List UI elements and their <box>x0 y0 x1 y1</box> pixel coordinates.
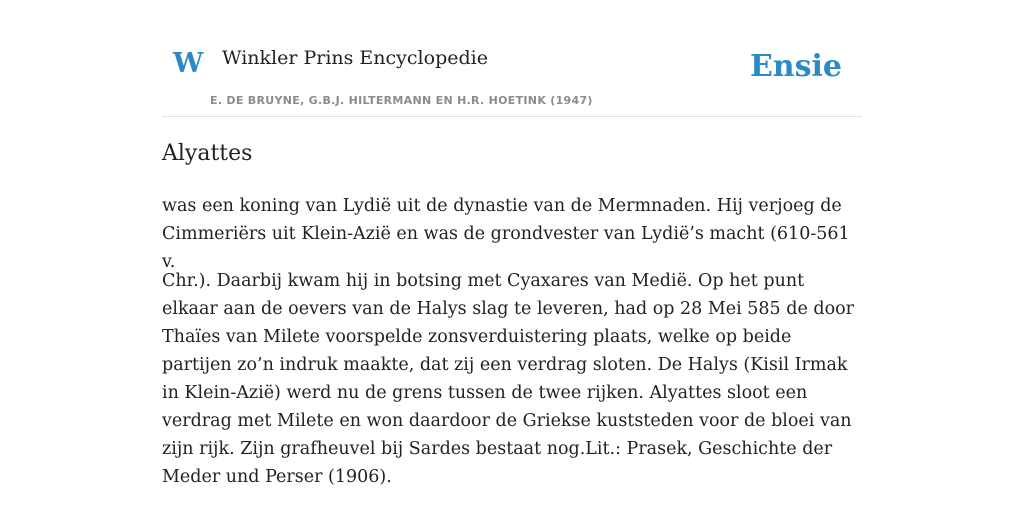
entry-paragraph-2: Chr.). Daarbij kwam hij in botsing met Cyaxares van Medië. Op het punt elkaar aan de oevers van de Halys slag te leveren, had op 28 Mei 585 de door Thaïes van Milete voorspelde zonsverduistering plaats, welke op beide partijen zo’n indruk maakte, dat zij een verdrag sloten. De Halys (Kisil Irmak in Klein-Azië) werd nu de grens tussen de twee rijken. Alyattes sloot een verdrag met Milete en won daardoor de Griekse kuststeden voor de bloei van zijn rijk. Zijn grafheuvel bij Sardes bestaat nog.Lit.: Prasek, Geschichte der Meder und Perser (1906). <box>162 271 855 487</box>
publication-byline: E. DE BRUYNE, G.B.J. HILTERMANN EN H.R. HOETINK (1947) <box>210 94 593 107</box>
site-header <box>162 0 862 117</box>
publication-title[interactable]: Winkler Prins Encyclopedie <box>222 47 488 69</box>
publication-logo[interactable]: W <box>173 48 204 79</box>
ensie-logo[interactable]: Ensie <box>749 49 842 84</box>
entry-paragraph-1: was een koning van Lydië uit de dynastie van de Mermnaden. Hij verjoeg de Cimmeriërs uit Klein-Azië en was de grondvester van Lydië’s macht (610-561 v. <box>162 196 850 272</box>
page <box>162 0 862 487</box>
entry-title: Alyattes <box>162 141 253 166</box>
